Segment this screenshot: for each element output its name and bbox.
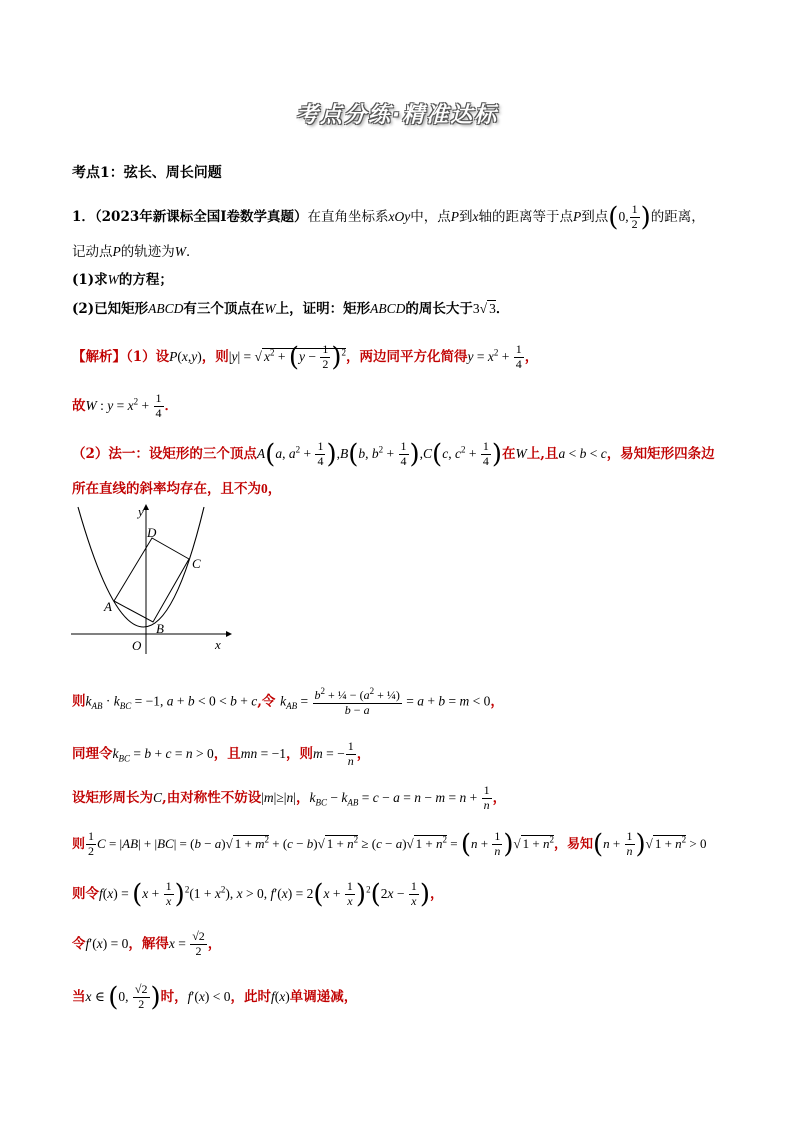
problem-number: 1．	[72, 208, 95, 225]
solution-line-11: 当x ∈ (0, $\frac{√2}{2}$ )时，f′(x) < 0，此时f(x)单调递减，	[72, 982, 358, 1013]
solution-line-6: 同理令$k_{BC} = b + c = n > 0$，且mn = −1，则m = − $\frac{1}{n}$ ，	[72, 739, 371, 768]
problem-stem-line-2: 记动点P的轨迹为W．	[72, 244, 200, 260]
solution-line-3: （2）法一：设矩形的三个顶点A(a, $a^2$ + $\frac{1}{4}$ ),B(b, $b^2$ + $\frac{1}{4}$ ),C(c, $c^2$ + $\frac{1}{4}$ )在W上,且a < b < c，易知矩形四条边	[72, 439, 715, 470]
solution-line-1: 【解析】（1）设P(x,y)，则|y| = √ $x^2 + (y$ − $\frac{1}{2}$ )$^2$，两边同平方化简得$y = x^2$ + $\frac{1}{4}$ ，	[72, 342, 539, 373]
solution-line-4: 所在直线的斜率均存在，且不为0，	[72, 481, 282, 497]
x-axis-arrow	[226, 631, 232, 637]
rectangle-abcd	[114, 538, 189, 622]
parabola-curve	[78, 507, 204, 627]
question-2: (2)已知矩形ABCD有三个顶点在W上，证明：矩形ABCD的周长大于3√ 3．	[72, 301, 510, 317]
page-title: 考点分练·精准达标	[295, 103, 499, 128]
problem-stem-line-1: 1．（2023年新课标全国Ⅰ卷数学真题）在直角坐标系xOy中，点P到x轴的距离等于点P到点(0, $\frac{1}{2}$ )的距离，	[72, 202, 705, 233]
label-y: y	[138, 504, 144, 519]
question-1: (1)求W的方程；	[72, 272, 173, 288]
solution-line-2: 故W : $y = x^2$ + $\frac{1}{4}$ ．	[72, 391, 179, 420]
label-a: A	[104, 599, 112, 614]
label-x: x	[215, 637, 221, 652]
label-b: B	[156, 621, 164, 636]
label-d: D	[147, 525, 157, 540]
label-origin: O	[132, 638, 142, 653]
parabola-rectangle-figure	[66, 502, 236, 657]
label-c: C	[192, 556, 201, 571]
y-axis-arrow	[143, 504, 149, 510]
solution-line-9: 则令f(x) = (x + $\frac{1}{x}$ )$^2(1 + x^2)$, x > 0, f′(x) = 2(x + $\frac{1}{x}$ )$^2$(2x − $\frac{1}{x}$ )，	[72, 879, 444, 910]
solution-line-10: 令f′(x) = 0，解得x = $\frac{√2}{2}$ ，	[72, 929, 222, 958]
solution-tag: 【解析】	[72, 348, 126, 365]
solution-line-5: 则$k_{AB} \cdot k_{BC} = -1$, a + b < 0 < b + c,令 $k_{AB}$ = $\frac{b^2 + \frac{1}{4} - (a^2 + \frac{1}{4})}{b - a}$ = a + b = m < 0，	[72, 686, 504, 717]
solution-line-7: 设矩形周长为C,由对称性不妨设|m|≥|n|，$k_{BC} - k_{AB} = c - a = n - m = n$ + $\frac{1}{n}$ ，	[72, 783, 507, 812]
problem-source: （2023年新课标全国Ⅰ卷数学真题）	[94, 208, 308, 225]
section-heading: 考点1：弦长、周长问题	[72, 165, 222, 181]
solution-line-8: 则 $\frac{1}{2}$ C = |AB| + |BC| = (b − a)√ $1 + m^2 + (c - b)√$ $1 + n^2 \ge (c - a)√$ $1 + n^2 = (n$ + $\frac{1}{n}$ )√ $1 + n^2$，易知(n + $\frac{1}{n}$ )√ $1 + n^2 > 0$	[72, 829, 707, 860]
